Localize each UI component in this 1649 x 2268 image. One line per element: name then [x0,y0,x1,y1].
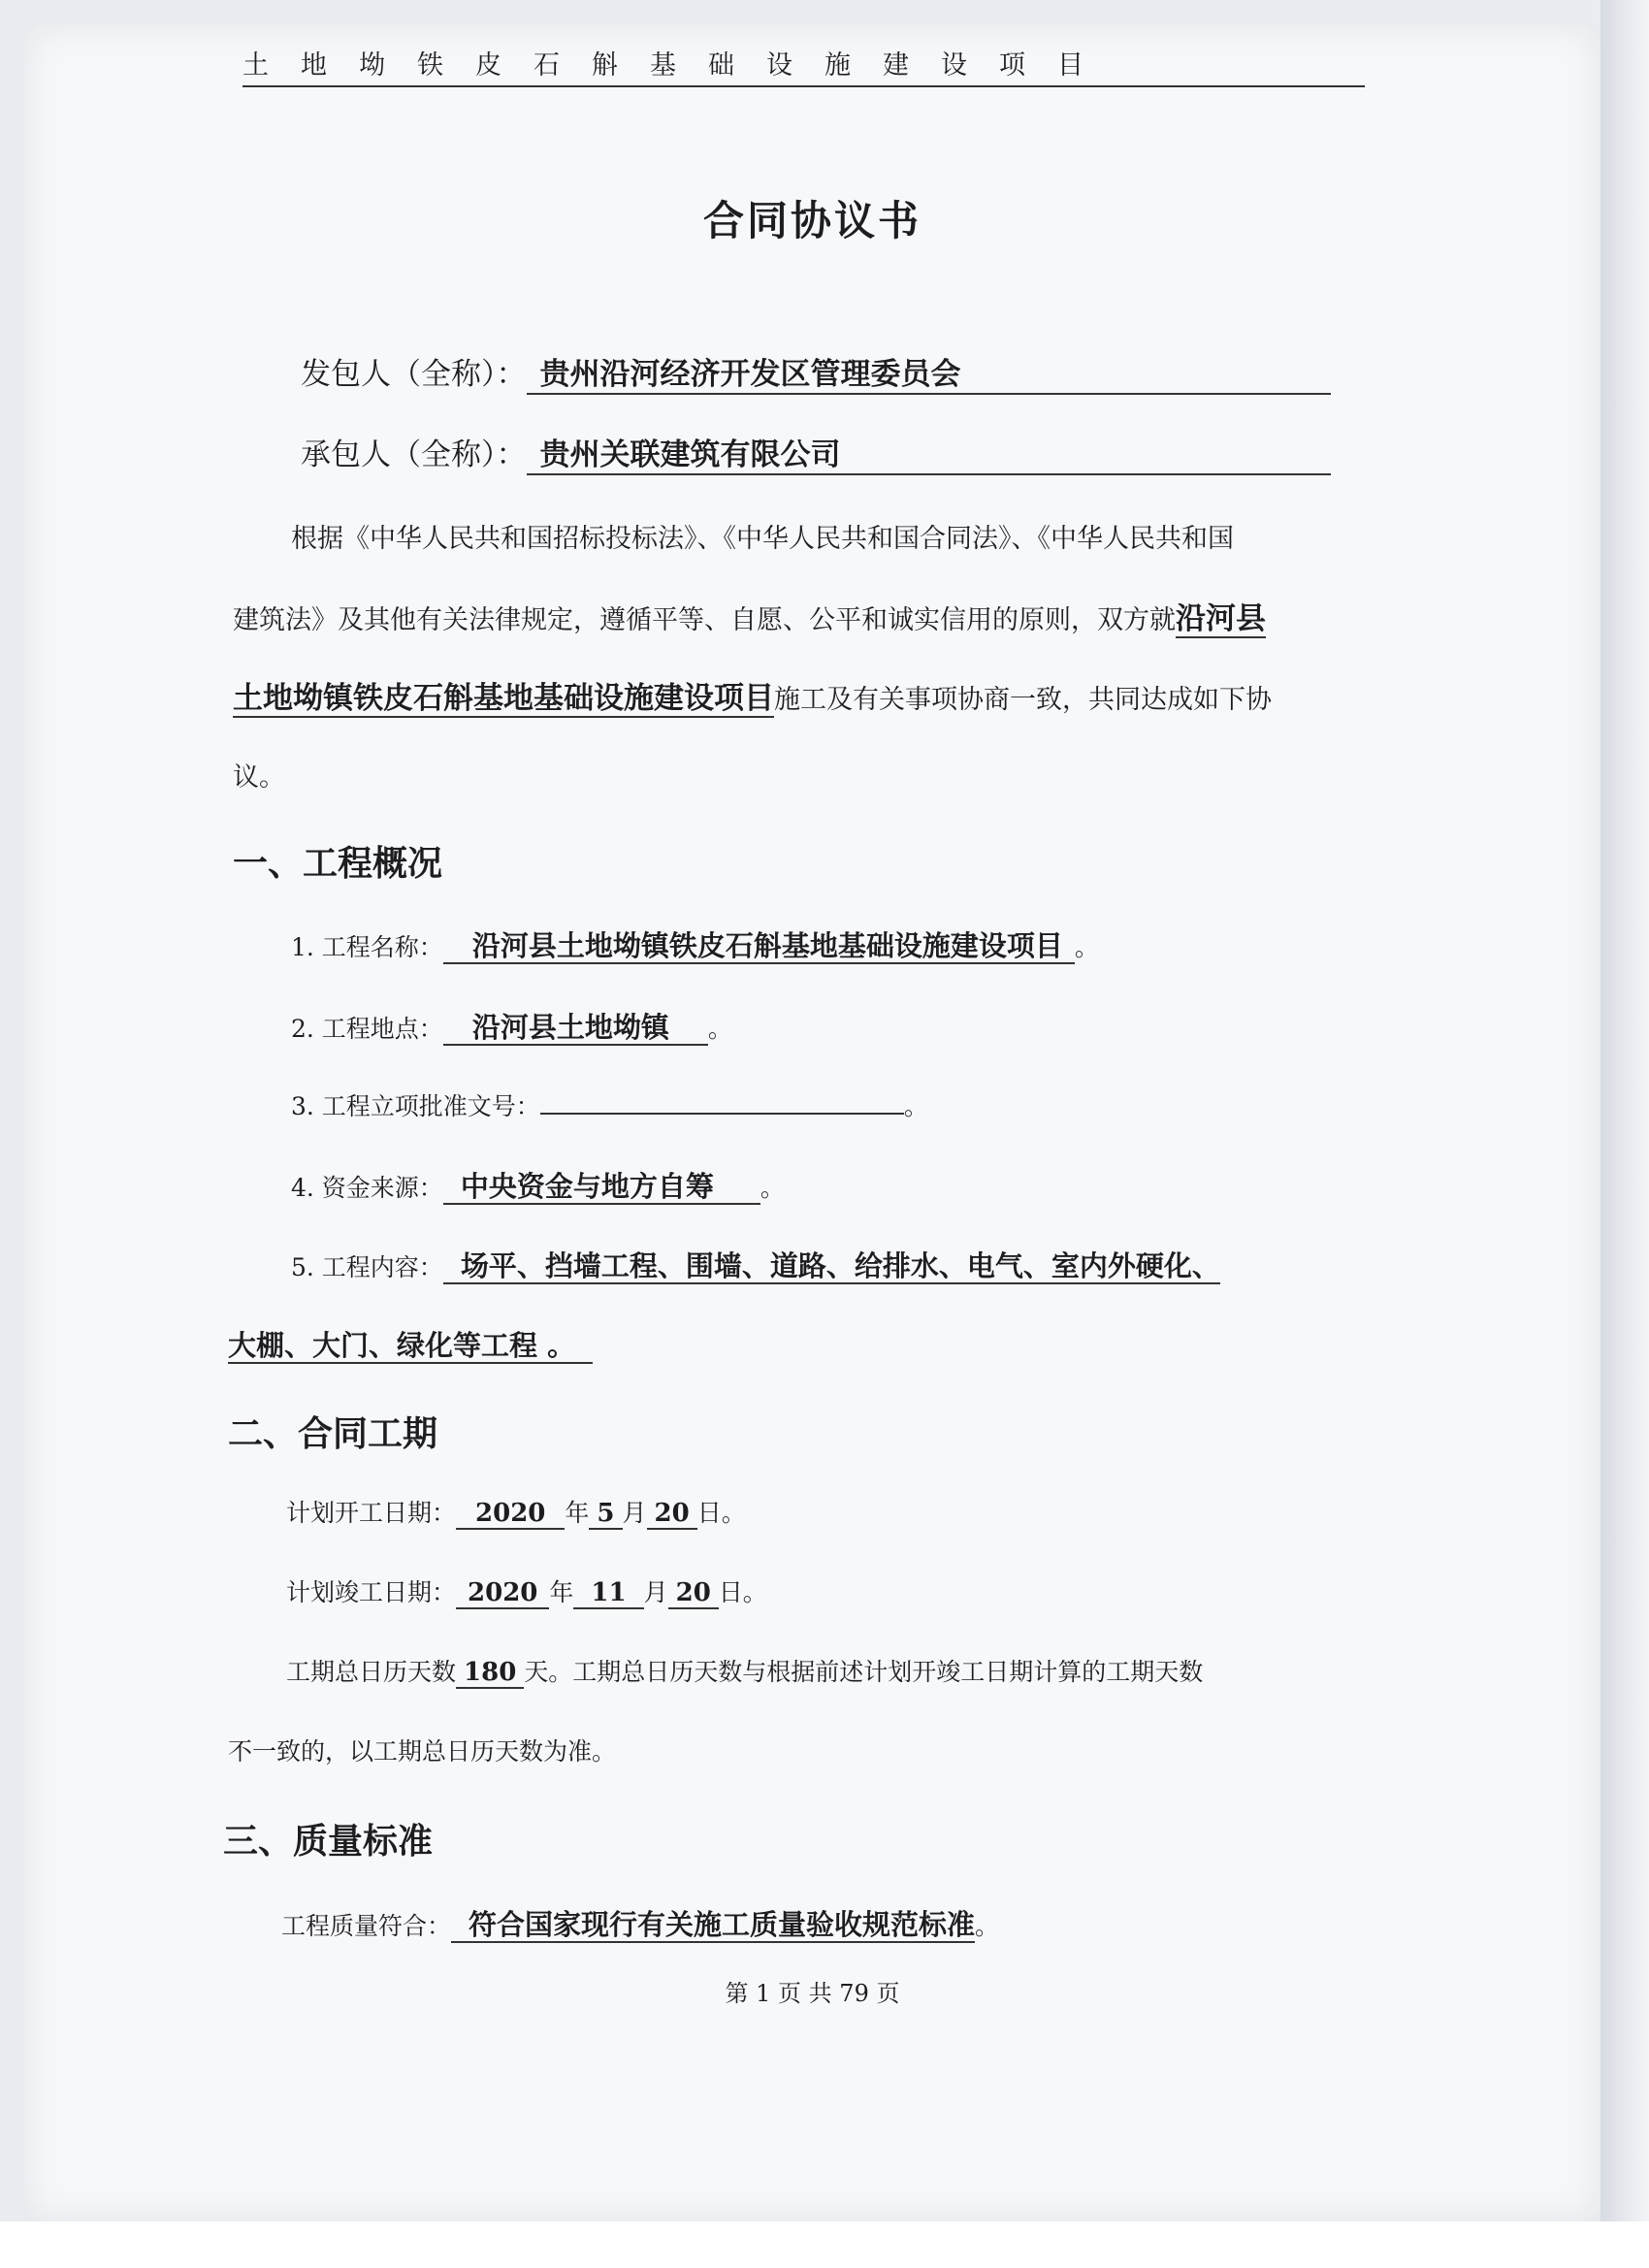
item-value: 中央资金与地方自筹 [443,1170,760,1205]
total-days: 180 [456,1658,524,1689]
item-end: 。 [903,1092,928,1120]
item-label: 1. 工程名称： [291,933,443,961]
scan-edge [1600,0,1649,2268]
item-value-blank [540,1085,904,1115]
contractor-name: 贵州关联建筑有限公司 [527,430,1331,475]
duration-text: 天。工期总日历天数与根据前述计划开竣工日期计算的工期天数 [524,1658,1204,1686]
item-project-location [291,1006,732,1046]
quality-standard [281,1903,999,1943]
unit-month: 月 [643,1578,668,1606]
start-year: 2020 [456,1499,565,1530]
intro-line-3 [233,659,1272,740]
duration-text: 工期总日历天数 [286,1658,457,1686]
page-number: 第 1 页 共 79 页 [725,1980,900,2007]
end-day: 20 [668,1578,719,1609]
intro-line-1: 根据《中华人民共和国招标投标法》、《中华人民共和国合同法》、《中华人民共和国 [291,524,1234,554]
project-name-part1: 沿河县 [1176,601,1266,636]
unit-month: 月 [622,1499,647,1527]
employer-line [301,349,1331,395]
unit-day: 日。 [718,1578,767,1606]
intro-line-4: 议。 [233,762,285,793]
item-approval-number [291,1085,928,1122]
quality-value: 符合国家现行有关施工质量验收规范标准 [451,1908,975,1943]
section-heading-overview: 一、工程概况 [233,844,443,884]
item-end: 。 [760,1174,785,1202]
item-value: 大棚、大门、绿化等工程 。 [228,1329,593,1364]
page-title: 合同协议书 [702,197,922,244]
running-head: 土地坳铁皮石斛基础设施建设项目 [242,44,1365,87]
unit-year: 年 [549,1578,574,1606]
contractor-line [301,430,1331,475]
end-month: 11 [573,1578,643,1609]
unit-day: 日。 [696,1499,746,1527]
item-label: 2. 工程地点： [291,1015,443,1043]
unit-year: 年 [565,1499,590,1527]
quality-end: 。 [975,1912,1000,1940]
item-end: 。 [707,1015,732,1043]
planned-completion-date [286,1573,767,1608]
section-heading-quality: 三、质量标准 [223,1822,434,1862]
start-month: 5 [589,1499,622,1530]
item-project-name [291,924,1099,964]
item-value: 沿河县土地坳镇铁皮石斛基地基础设施建设项目 [443,929,1075,964]
item-label: 5. 工程内容： [291,1253,443,1281]
intro-text: 施工及有关事项协商一致，共同达成如下协 [774,685,1272,715]
item-value: 场平、挡墙工程、围墙、道路、给排水、电气、室内外硬化、 [443,1249,1220,1284]
item-label: 4. 资金来源： [291,1174,443,1202]
document-page [24,24,1600,2221]
contractor-label: 承包人（全称）： [301,437,527,472]
employer-name: 贵州沿河经济开发区管理委员会 [527,349,1331,395]
intro-line-2 [233,579,1266,661]
employer-label: 发包人（全称）： [301,357,527,392]
item-end: 。 [1074,933,1099,961]
date-label: 计划开工日期： [286,1499,457,1527]
date-label: 计划竣工日期： [286,1578,457,1606]
planned-start-date [286,1494,746,1529]
quality-label: 工程质量符合： [281,1912,452,1940]
item-label: 3. 工程立项批准文号： [291,1092,540,1120]
section-heading-period: 二、合同工期 [228,1414,438,1454]
item-value: 沿河县土地坳镇 [443,1011,708,1046]
total-duration-line-2: 不一致的，以工期总日历天数为准。 [228,1737,617,1766]
total-duration-line-1 [286,1653,1203,1688]
item-project-content [291,1245,1220,1284]
item-funding-source [291,1165,785,1205]
item-project-content-cont [228,1324,593,1364]
project-name-part2: 土地坳镇铁皮石斛基地基础设施建设项目 [233,681,774,716]
end-year: 2020 [456,1578,549,1609]
start-day: 20 [647,1499,697,1530]
intro-text: 建筑法》及其他有关法律规定，遵循平等、自愿、公平和诚实信用的原则，双方就 [233,605,1176,635]
scan-margin [0,2221,1649,2268]
